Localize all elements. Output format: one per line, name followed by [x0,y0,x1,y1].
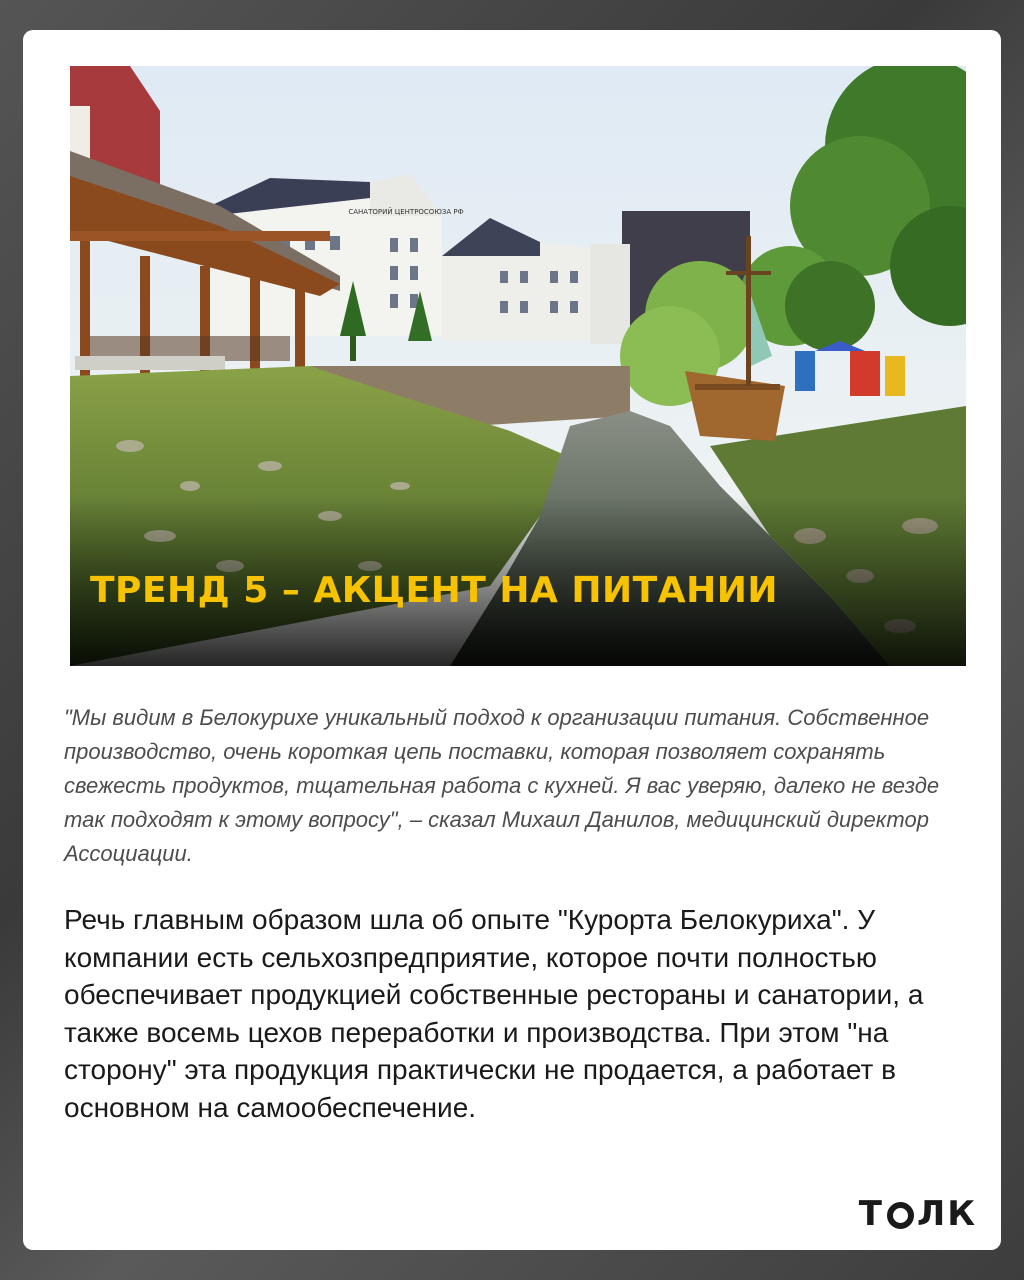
resort-photo [70,66,966,666]
logo-left: Т [858,1194,884,1234]
building-sign: САНАТОРИЙ ЦЕНТРОСОЮЗА РФ [348,208,464,216]
logo-right: ЛК [916,1194,977,1234]
quote-text: "Мы видим в Белокурихе уникальный подход к организации питания. Собственное производство, очень короткая цепь поставки, которая позволяет сохранять свежесть продуктов, тщательная работа с кухней. Я вас уверяю, далеко не везде так подходят к этому вопросу", – сказал Михаил Данилов, медицинский директор Ассоциации. [64,705,940,866]
article-body: Речь главным образом шла об опыте "Курорта Белокуриха". У компании есть сельхозпредприятие, которое почти полностью обеспечивает продукцией собственные рестораны и санатории, а также восемь цехов переработки и производства. При этом "на сторону" эта продукция практически не продается, а работает в основном на самообеспечение. [64,904,924,1123]
logo-o-mark [887,1202,914,1229]
post-card [23,30,1001,1250]
headline: ТРЕНД 5 – АКЦЕНТ НА ПИТАНИИ [90,570,778,611]
tolk-logo [859,1194,977,1234]
